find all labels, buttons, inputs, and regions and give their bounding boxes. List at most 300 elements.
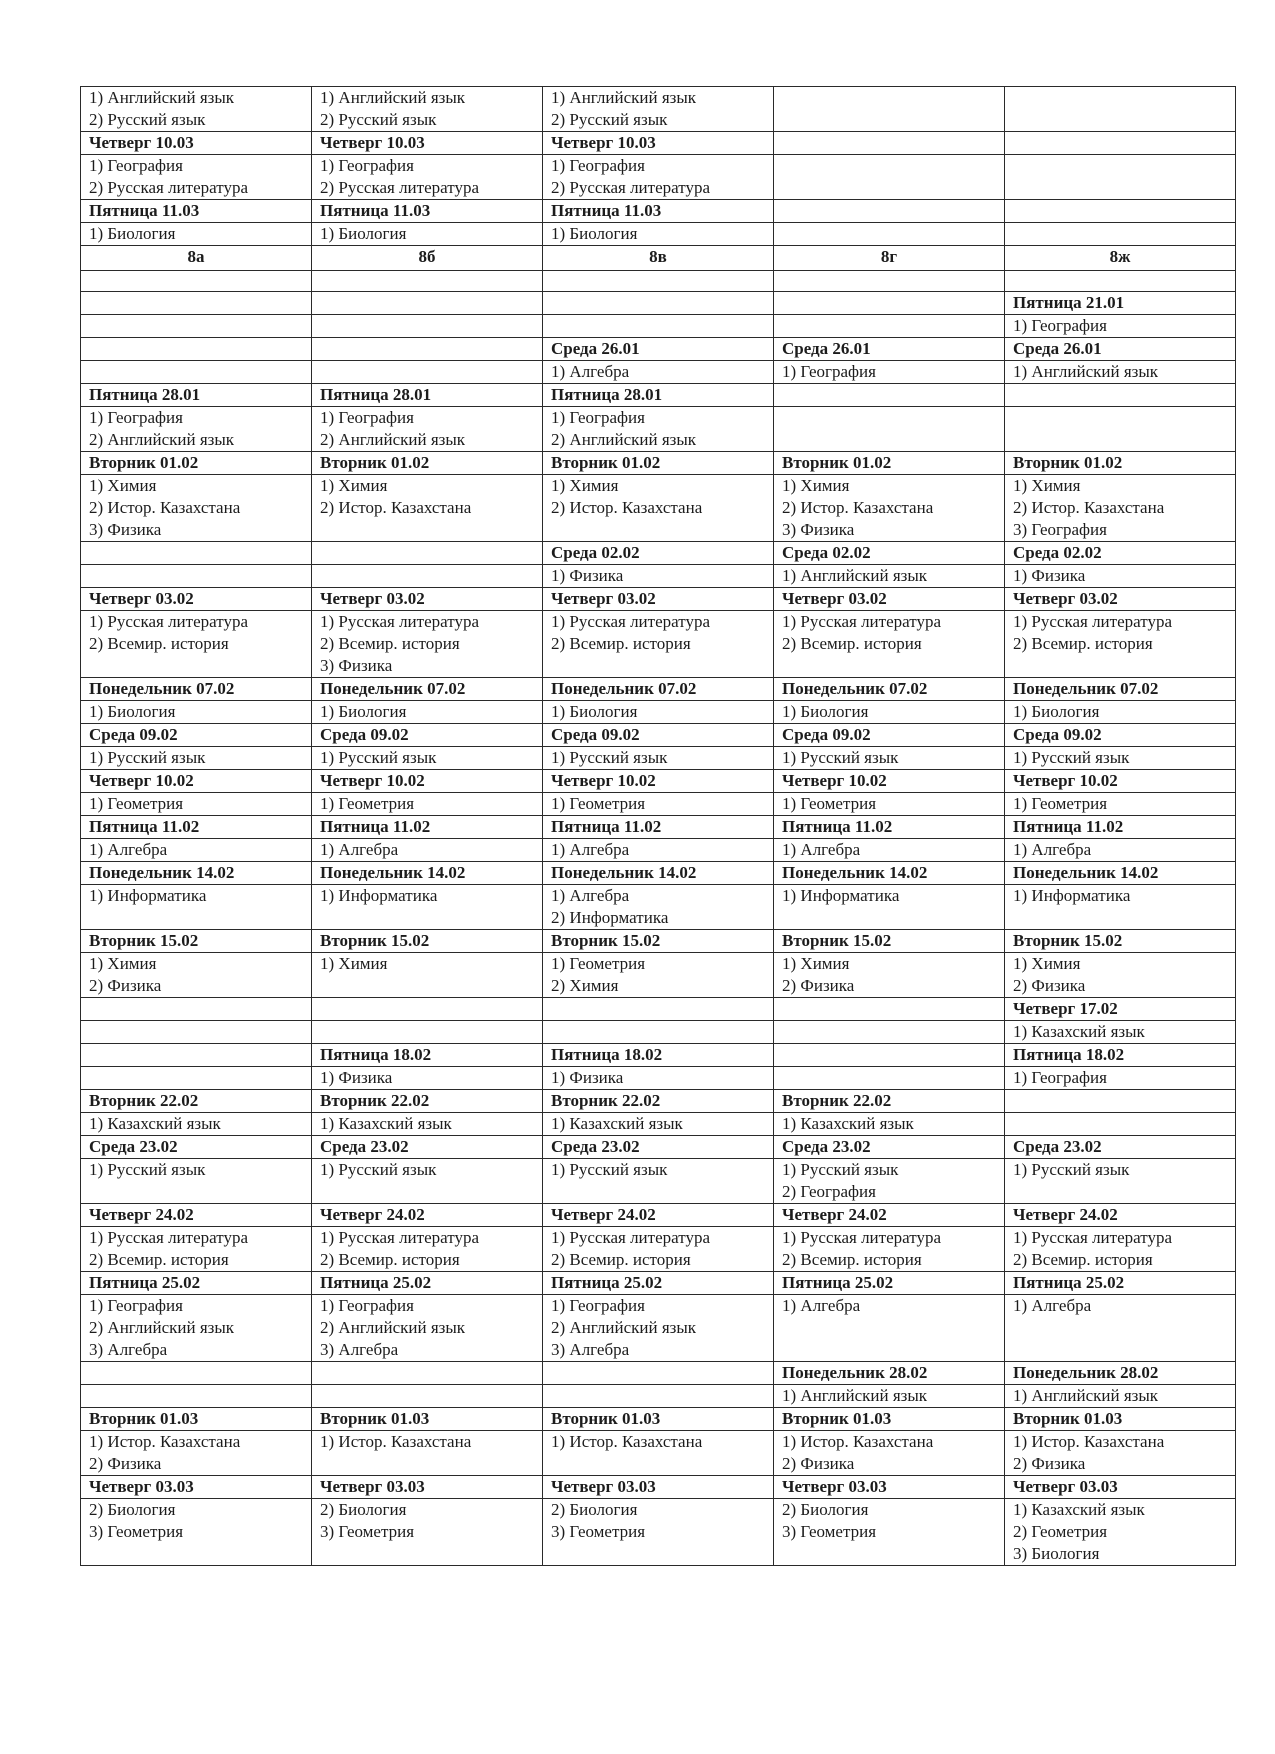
table-row (81, 1021, 1236, 1044)
empty-cell (81, 1021, 312, 1044)
exam-date: Среда 02.02 (782, 543, 871, 562)
date-cell (312, 452, 543, 475)
subjects-cell (81, 611, 312, 678)
class-header-row (81, 246, 1236, 271)
subject-line: 2) Химия (551, 976, 619, 995)
subject-line: 1) География (551, 408, 645, 427)
empty-cell (774, 155, 1005, 200)
table-row (81, 1090, 1236, 1113)
empty-cell (774, 132, 1005, 155)
subject-line: 3) Геометрия (782, 1522, 877, 1541)
subjects-cell (1005, 1499, 1236, 1566)
empty-cell (81, 292, 312, 315)
subject-line: 2) Английский язык (551, 430, 697, 449)
subject-line: 1) Русский язык (782, 748, 899, 767)
exam-date: Понедельник 07.02 (320, 679, 466, 698)
exam-date: Пятница 28.01 (89, 385, 201, 404)
date-cell (774, 678, 1005, 701)
subjects-cell (81, 1295, 312, 1362)
empty-cell (81, 271, 312, 292)
subjects-cell (81, 793, 312, 816)
exam-date: Среда 09.02 (782, 725, 871, 744)
subject-line: 1) Русская литература (782, 1228, 941, 1247)
subjects-cell (543, 1499, 774, 1566)
exam-date: Среда 09.02 (551, 725, 640, 744)
subjects-cell (543, 1227, 774, 1272)
date-cell (543, 1272, 774, 1295)
exam-date: Среда 23.02 (1013, 1137, 1102, 1156)
subject-line: 1) География (320, 156, 414, 175)
subject-line: 2) Физика (782, 1454, 855, 1473)
empty-cell (774, 1021, 1005, 1044)
subject-line: 2) Физика (1013, 1454, 1086, 1473)
subject-line: 2) Всемир. история (551, 1250, 691, 1269)
subject-line: 1) Геометрия (551, 954, 646, 973)
empty-cell (1005, 1113, 1236, 1136)
subject-line: 1) Английский язык (551, 88, 697, 107)
date-cell (1005, 1272, 1236, 1295)
subject-line: 2) Всемир. история (551, 634, 691, 653)
subject-line: 1) Информатика (89, 886, 207, 905)
subject-line: 2) Русская литература (89, 178, 248, 197)
subject-line: 1) Алгебра (551, 840, 630, 859)
exam-date: Четверг 24.02 (320, 1205, 425, 1224)
exam-date: Четверг 24.02 (782, 1205, 887, 1224)
subject-line: 2) Биология (320, 1500, 407, 1519)
subject-line: 1) Английский язык (782, 1386, 928, 1405)
subject-line: 1) Истор. Казахстана (1013, 1432, 1165, 1451)
subject-line: 1) Биология (1013, 702, 1100, 721)
class-header: 8г (774, 246, 1005, 271)
subject-line: 3) Алгебра (551, 1340, 630, 1359)
exam-date: Вторник 22.02 (89, 1091, 199, 1110)
subjects-cell (312, 223, 543, 246)
empty-cell (81, 1362, 312, 1385)
date-cell (774, 1272, 1005, 1295)
date-cell (312, 678, 543, 701)
subjects-cell (1005, 1227, 1236, 1272)
empty-cell (312, 1021, 543, 1044)
subjects-cell (312, 1067, 543, 1090)
exam-date: Понедельник 14.02 (1013, 863, 1159, 882)
date-cell (81, 1090, 312, 1113)
subjects-cell (312, 611, 543, 678)
date-cell (312, 930, 543, 953)
table-row (81, 407, 1236, 452)
exam-date: Пятница 11.02 (782, 817, 893, 836)
empty-cell (312, 1385, 543, 1408)
subjects-cell (774, 885, 1005, 930)
subject-line: 1) Физика (1013, 566, 1086, 585)
table-row (81, 1136, 1236, 1159)
subjects-cell (1005, 475, 1236, 542)
exam-date: Четверг 03.02 (551, 589, 656, 608)
subject-line: 2) Всемир. история (89, 634, 229, 653)
exam-date: Пятница 28.01 (320, 385, 432, 404)
date-cell (774, 770, 1005, 793)
subject-line: 2) Русский язык (320, 110, 437, 129)
exam-date: Вторник 01.02 (1013, 453, 1123, 472)
exam-date: Вторник 22.02 (551, 1091, 661, 1110)
empty-cell (1005, 1090, 1236, 1113)
empty-cell (774, 292, 1005, 315)
subjects-cell (81, 87, 312, 132)
subjects-cell (1005, 1385, 1236, 1408)
date-cell (1005, 998, 1236, 1021)
table-row (81, 1067, 1236, 1090)
table-row (81, 953, 1236, 998)
subject-line: 2) Английский язык (89, 430, 235, 449)
table-row (81, 271, 1236, 292)
subject-line: 1) Истор. Казахстана (551, 1432, 703, 1451)
exam-date: Вторник 01.03 (89, 1409, 199, 1428)
subject-line: 2) Всемир. история (782, 634, 922, 653)
table-row (81, 1044, 1236, 1067)
subject-line: 1) Геометрия (320, 794, 415, 813)
subjects-cell (1005, 315, 1236, 338)
date-cell (543, 542, 774, 565)
exam-date: Четверг 10.02 (1013, 771, 1118, 790)
subject-line: 1) Русский язык (89, 748, 206, 767)
subject-line: 1) Биология (320, 224, 407, 243)
empty-cell (543, 1362, 774, 1385)
subject-line: 2) Физика (89, 976, 162, 995)
subject-line: 1) Геометрия (782, 794, 877, 813)
empty-cell (774, 87, 1005, 132)
date-cell (312, 1408, 543, 1431)
subject-line: 1) Химия (320, 476, 388, 495)
subject-line: 1) География (320, 1296, 414, 1315)
table-row (81, 315, 1236, 338)
subject-line: 1) Русский язык (551, 1160, 668, 1179)
date-cell (543, 1476, 774, 1499)
subjects-cell (774, 747, 1005, 770)
subjects-cell (774, 839, 1005, 862)
exam-date: Понедельник 28.02 (1013, 1363, 1159, 1382)
table-row (81, 87, 1236, 132)
exam-date: Пятница 18.02 (551, 1045, 663, 1064)
subjects-cell (81, 701, 312, 724)
subject-line: 3) Геометрия (551, 1522, 646, 1541)
exam-date: Четверг 03.03 (551, 1477, 656, 1496)
subjects-cell (312, 1431, 543, 1476)
date-cell (543, 770, 774, 793)
subjects-cell (81, 953, 312, 998)
subjects-cell (312, 87, 543, 132)
exam-date: Четверг 10.02 (551, 771, 656, 790)
exam-date: Четверг 03.03 (89, 1477, 194, 1496)
subject-line: 1) Английский язык (89, 88, 235, 107)
date-cell (543, 678, 774, 701)
date-cell (774, 930, 1005, 953)
exam-date: Среда 26.01 (551, 339, 640, 358)
subjects-cell (81, 1227, 312, 1272)
exam-date: Вторник 22.02 (320, 1091, 430, 1110)
table-row (81, 452, 1236, 475)
date-cell (543, 338, 774, 361)
subjects-cell (81, 155, 312, 200)
subjects-cell (1005, 1159, 1236, 1204)
table-row (81, 1159, 1236, 1204)
table-row (81, 361, 1236, 384)
table-row (81, 338, 1236, 361)
empty-cell (774, 315, 1005, 338)
subject-line: 1) Русская литература (551, 1228, 710, 1247)
subject-line: 2) Английский язык (320, 1318, 466, 1337)
date-cell (312, 816, 543, 839)
date-cell (774, 724, 1005, 747)
exam-date: Четверг 03.02 (1013, 589, 1118, 608)
subject-line: 2) Истор. Казахстана (1013, 498, 1165, 517)
date-cell (543, 132, 774, 155)
date-cell (312, 1136, 543, 1159)
subjects-cell (774, 611, 1005, 678)
class-header: 8в (543, 246, 774, 271)
exam-date: Пятница 21.01 (1013, 293, 1125, 312)
subjects-cell (543, 407, 774, 452)
subjects-cell (543, 885, 774, 930)
subject-line: 2) Всемир. история (1013, 634, 1153, 653)
date-cell (312, 724, 543, 747)
subjects-cell (774, 1113, 1005, 1136)
subject-line: 1) Химия (1013, 476, 1081, 495)
date-cell (1005, 542, 1236, 565)
empty-cell (543, 1021, 774, 1044)
subjects-cell (1005, 361, 1236, 384)
subjects-cell (543, 747, 774, 770)
date-cell (543, 724, 774, 747)
date-cell (81, 678, 312, 701)
exam-date: Среда 23.02 (89, 1137, 178, 1156)
exam-schedule-table (80, 86, 1236, 1566)
exam-date: Четверг 10.03 (89, 133, 194, 152)
date-cell (774, 1136, 1005, 1159)
date-cell (543, 1136, 774, 1159)
empty-cell (81, 565, 312, 588)
exam-date: Среда 23.02 (320, 1137, 409, 1156)
table-row (81, 862, 1236, 885)
subject-line: 1) Русская литература (1013, 612, 1172, 631)
date-cell (543, 930, 774, 953)
exam-date: Пятница 28.01 (551, 385, 663, 404)
subjects-cell (81, 223, 312, 246)
subject-line: 1) Английский язык (782, 566, 928, 585)
subjects-cell (543, 87, 774, 132)
subjects-cell (543, 1431, 774, 1476)
subject-line: 2) Биология (782, 1500, 869, 1519)
exam-date: Вторник 01.02 (320, 453, 430, 472)
empty-cell (81, 1385, 312, 1408)
exam-date: Пятница 11.03 (320, 201, 431, 220)
subject-line: 1) Истор. Казахстана (320, 1432, 472, 1451)
exam-date: Пятница 18.02 (1013, 1045, 1125, 1064)
empty-cell (774, 200, 1005, 223)
date-cell (1005, 452, 1236, 475)
subject-line: 1) География (551, 156, 645, 175)
exam-date: Четверг 03.02 (782, 589, 887, 608)
subject-line: 1) Казахский язык (1013, 1022, 1145, 1041)
date-cell (312, 1044, 543, 1067)
empty-cell (1005, 155, 1236, 200)
empty-cell (1005, 87, 1236, 132)
subject-line: 1) Химия (89, 476, 157, 495)
date-cell (81, 816, 312, 839)
subject-line: 2) Истор. Казахстана (320, 498, 472, 517)
subjects-cell (774, 1499, 1005, 1566)
date-cell (543, 588, 774, 611)
date-cell (774, 1408, 1005, 1431)
exam-date: Вторник 01.03 (782, 1409, 892, 1428)
empty-cell (543, 998, 774, 1021)
date-cell (1005, 862, 1236, 885)
subject-line: 1) Геометрия (1013, 794, 1108, 813)
exam-date: Четверг 03.03 (1013, 1477, 1118, 1496)
subjects-cell (312, 793, 543, 816)
class-header: 8б (312, 246, 543, 271)
table-row (81, 475, 1236, 542)
subjects-cell (1005, 793, 1236, 816)
subject-line: 1) Русская литература (551, 612, 710, 631)
subject-line: 2) Физика (1013, 976, 1086, 995)
subjects-cell (543, 793, 774, 816)
subjects-cell (543, 1295, 774, 1362)
exam-date: Среда 09.02 (1013, 725, 1102, 744)
subjects-cell (1005, 611, 1236, 678)
exam-date: Четверг 03.02 (320, 589, 425, 608)
subjects-cell (774, 793, 1005, 816)
subjects-cell (543, 1067, 774, 1090)
empty-cell (81, 542, 312, 565)
date-cell (543, 452, 774, 475)
subject-line: 1) География (89, 1296, 183, 1315)
exam-date: Пятница 18.02 (320, 1045, 432, 1064)
subject-line: 1) Английский язык (1013, 1386, 1159, 1405)
table-row (81, 565, 1236, 588)
subjects-cell (774, 1227, 1005, 1272)
subject-line: 1) Физика (551, 566, 624, 585)
exam-date: Среда 02.02 (551, 543, 640, 562)
subject-line: 1) Химия (89, 954, 157, 973)
subject-line: 2) Истор. Казахстана (782, 498, 934, 517)
empty-cell (774, 271, 1005, 292)
date-cell (81, 770, 312, 793)
subject-line: 1) Русский язык (320, 748, 437, 767)
subject-line: 3) Биология (1013, 1544, 1100, 1563)
exam-date: Понедельник 14.02 (89, 863, 235, 882)
subjects-cell (543, 1159, 774, 1204)
table-row (81, 132, 1236, 155)
subjects-cell (1005, 885, 1236, 930)
date-cell (81, 1272, 312, 1295)
exam-date: Четверг 24.02 (1013, 1205, 1118, 1224)
exam-date: Пятница 11.02 (1013, 817, 1124, 836)
subjects-cell (81, 407, 312, 452)
exam-date: Четверг 10.02 (89, 771, 194, 790)
table-row (81, 1362, 1236, 1385)
date-cell (312, 1476, 543, 1499)
subject-line: 1) Русская литература (89, 612, 248, 631)
subject-line: 3) Алгебра (89, 1340, 168, 1359)
subject-line: 2) Всемир. история (320, 1250, 460, 1269)
date-cell (1005, 1204, 1236, 1227)
empty-cell (81, 998, 312, 1021)
subjects-cell (543, 839, 774, 862)
date-cell (774, 452, 1005, 475)
subjects-cell (774, 701, 1005, 724)
date-cell (312, 588, 543, 611)
subject-line: 2) Всемир. история (1013, 1250, 1153, 1269)
subjects-cell (1005, 1067, 1236, 1090)
subject-line: 2) Русская литература (320, 178, 479, 197)
table-row (81, 885, 1236, 930)
subjects-cell (312, 701, 543, 724)
subject-line: 2) Физика (89, 1454, 162, 1473)
table-row (81, 542, 1236, 565)
subject-line: 1) Алгебра (551, 362, 630, 381)
subject-line: 3) Физика (320, 656, 393, 675)
subjects-cell (774, 1431, 1005, 1476)
empty-cell (543, 292, 774, 315)
exam-date: Четверг 10.02 (320, 771, 425, 790)
class-header: 8ж (1005, 246, 1236, 271)
exam-date: Понедельник 07.02 (782, 679, 928, 698)
exam-date: Вторник 01.03 (320, 1409, 430, 1428)
empty-cell (1005, 271, 1236, 292)
subject-line: 1) География (1013, 316, 1107, 335)
table-row (81, 1295, 1236, 1362)
exam-date: Пятница 11.03 (89, 201, 200, 220)
subjects-cell (81, 885, 312, 930)
subjects-cell (774, 1159, 1005, 1204)
subjects-cell (312, 1159, 543, 1204)
subject-line: 1) Химия (782, 954, 850, 973)
table-row (81, 998, 1236, 1021)
subjects-cell (81, 1431, 312, 1476)
empty-cell (312, 292, 543, 315)
subjects-cell (1005, 701, 1236, 724)
exam-date: Четверг 10.03 (551, 133, 656, 152)
date-cell (543, 816, 774, 839)
subjects-cell (312, 839, 543, 862)
date-cell (1005, 1044, 1236, 1067)
date-cell (774, 338, 1005, 361)
date-cell (1005, 338, 1236, 361)
exam-date: Среда 23.02 (782, 1137, 871, 1156)
table-row (81, 1385, 1236, 1408)
date-cell (1005, 292, 1236, 315)
exam-date: Вторник 15.02 (782, 931, 892, 950)
empty-cell (81, 361, 312, 384)
date-cell (543, 384, 774, 407)
table-row (81, 588, 1236, 611)
empty-cell (774, 998, 1005, 1021)
subject-line: 2) Русский язык (551, 110, 668, 129)
empty-cell (543, 1385, 774, 1408)
exam-date: Среда 26.01 (782, 339, 871, 358)
subject-line: 1) Физика (320, 1068, 393, 1087)
subject-line: 1) Истор. Казахстана (782, 1432, 934, 1451)
subject-line: 1) Английский язык (320, 88, 466, 107)
exam-date: Вторник 01.02 (89, 453, 199, 472)
date-cell (774, 1362, 1005, 1385)
date-cell (1005, 1136, 1236, 1159)
subject-line: 1) Русский язык (89, 1160, 206, 1179)
subject-line: 1) Геометрия (89, 794, 184, 813)
subject-line: 2) Английский язык (320, 430, 466, 449)
subjects-cell (81, 839, 312, 862)
table-row (81, 1227, 1236, 1272)
subject-line: 1) Информатика (782, 886, 900, 905)
